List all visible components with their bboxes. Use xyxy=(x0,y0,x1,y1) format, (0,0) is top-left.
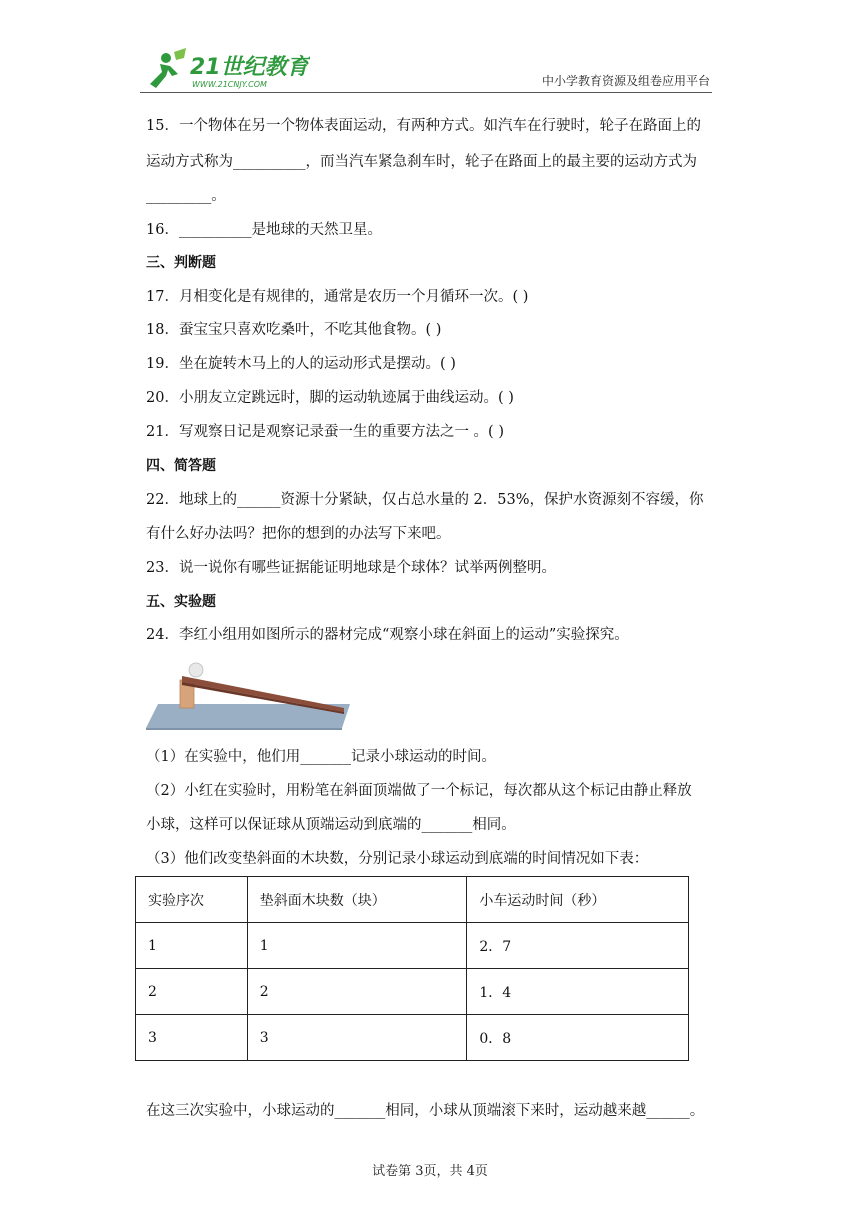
table-row xyxy=(136,969,689,1015)
page-footer: 试卷第 3页，共 4页 xyxy=(372,1164,488,1179)
section-3-title: 三、判断题 xyxy=(146,255,216,271)
table-header-row xyxy=(136,877,689,923)
runner-icon xyxy=(150,48,186,88)
q22-line2: 有什么好办法吗？把你的想到的办法写下来吧。 xyxy=(146,526,451,542)
q24-conclusion: 在这三次实验中，小球运动的_______相同，小球从顶端滚下来时，运动越来越______。 xyxy=(146,1103,705,1119)
q15-line3: _________。 xyxy=(146,188,226,204)
ball xyxy=(189,663,203,677)
q24-intro: 24．李红小组用如图所示的器材完成“观察小球在斜面上的运动”实验探究。 xyxy=(146,627,629,643)
table-cell: 1 xyxy=(247,923,467,969)
logo-main-text: 21世纪教育 xyxy=(190,55,309,80)
q17: 17．月相变化是有规律的，通常是农历一个月循环一次。( ) xyxy=(146,289,529,305)
logo xyxy=(140,44,310,92)
experiment-table xyxy=(135,876,689,1061)
header-platform-text: 中小学教育资源及组卷应用平台 xyxy=(541,74,710,88)
section-5-title: 五、实验题 xyxy=(146,594,216,610)
q15-line2: 运动方式称为__________，而当汽车紧急刹车时，轮子在路面上的最主要的运动方式为 xyxy=(146,154,697,170)
header-divider xyxy=(140,92,712,93)
table-row xyxy=(136,1015,689,1061)
table-cell: 3 xyxy=(136,1015,248,1061)
table-row xyxy=(136,923,689,969)
table-cell: 0．8 xyxy=(467,1015,689,1061)
q15-line1: 15．一个物体在另一个物体表面运动，有两种方式。如汽车在行驶时，轮子在路面上的 xyxy=(146,118,701,134)
table-cell: 1．4 xyxy=(467,969,689,1015)
table-header-cell: 实验序次 xyxy=(136,877,248,923)
q19: 19．坐在旋转木马上的人的运动形式是摆动。( ) xyxy=(146,356,456,372)
table-cell: 2 xyxy=(247,969,467,1015)
table-header-cell: 垫斜面木块数（块） xyxy=(247,877,467,923)
table-cell: 3 xyxy=(247,1015,467,1061)
section-4-title: 四、简答题 xyxy=(146,458,216,474)
q24-sub2-line2: 小球，这样可以保证球从顶端运动到底端的_______相同。 xyxy=(146,817,516,833)
q21: 21．写观察日记是观察记录蚕一生的重要方法之一 。( ) xyxy=(146,424,504,440)
q24-sub1: （1）在实验中，他们用_______记录小球运动的时间。 xyxy=(146,749,496,765)
table-cell: 2 xyxy=(136,969,248,1015)
q20: 20．小朋友立定跳远时，脚的运动轨迹属于曲线运动。( ) xyxy=(146,390,514,406)
q22-line1: 22．地球上的______资源十分紧缺，仅占总水量的 2．53%，保护水资源刻不容缓，你 xyxy=(146,492,704,508)
q23: 23．说一说你有哪些证据能证明地球是个球体？试举两例整明。 xyxy=(146,560,556,576)
q24-sub3: （3）他们改变垫斜面的木块数，分别记录小球运动到底端的时间情况如下表： xyxy=(146,851,649,867)
table-cell: 1 xyxy=(136,923,248,969)
q16: 16．__________是地球的天然卫星。 xyxy=(146,222,382,238)
q18: 18．蚕宝宝只喜欢吃桑叶，不吃其他食物。( ) xyxy=(146,322,442,338)
table-cell: 2．7 xyxy=(467,923,689,969)
q24-sub2-line1: （2）小红在实验时，用粉笔在斜面顶端做了一个标记，每次都从这个标记由静止释放 xyxy=(146,783,692,799)
incline-experiment-figure xyxy=(144,658,356,730)
table-header-cell: 小车运动时间（秒） xyxy=(467,877,689,923)
logo-url-text: WWW.21CNJY.COM xyxy=(192,80,267,89)
